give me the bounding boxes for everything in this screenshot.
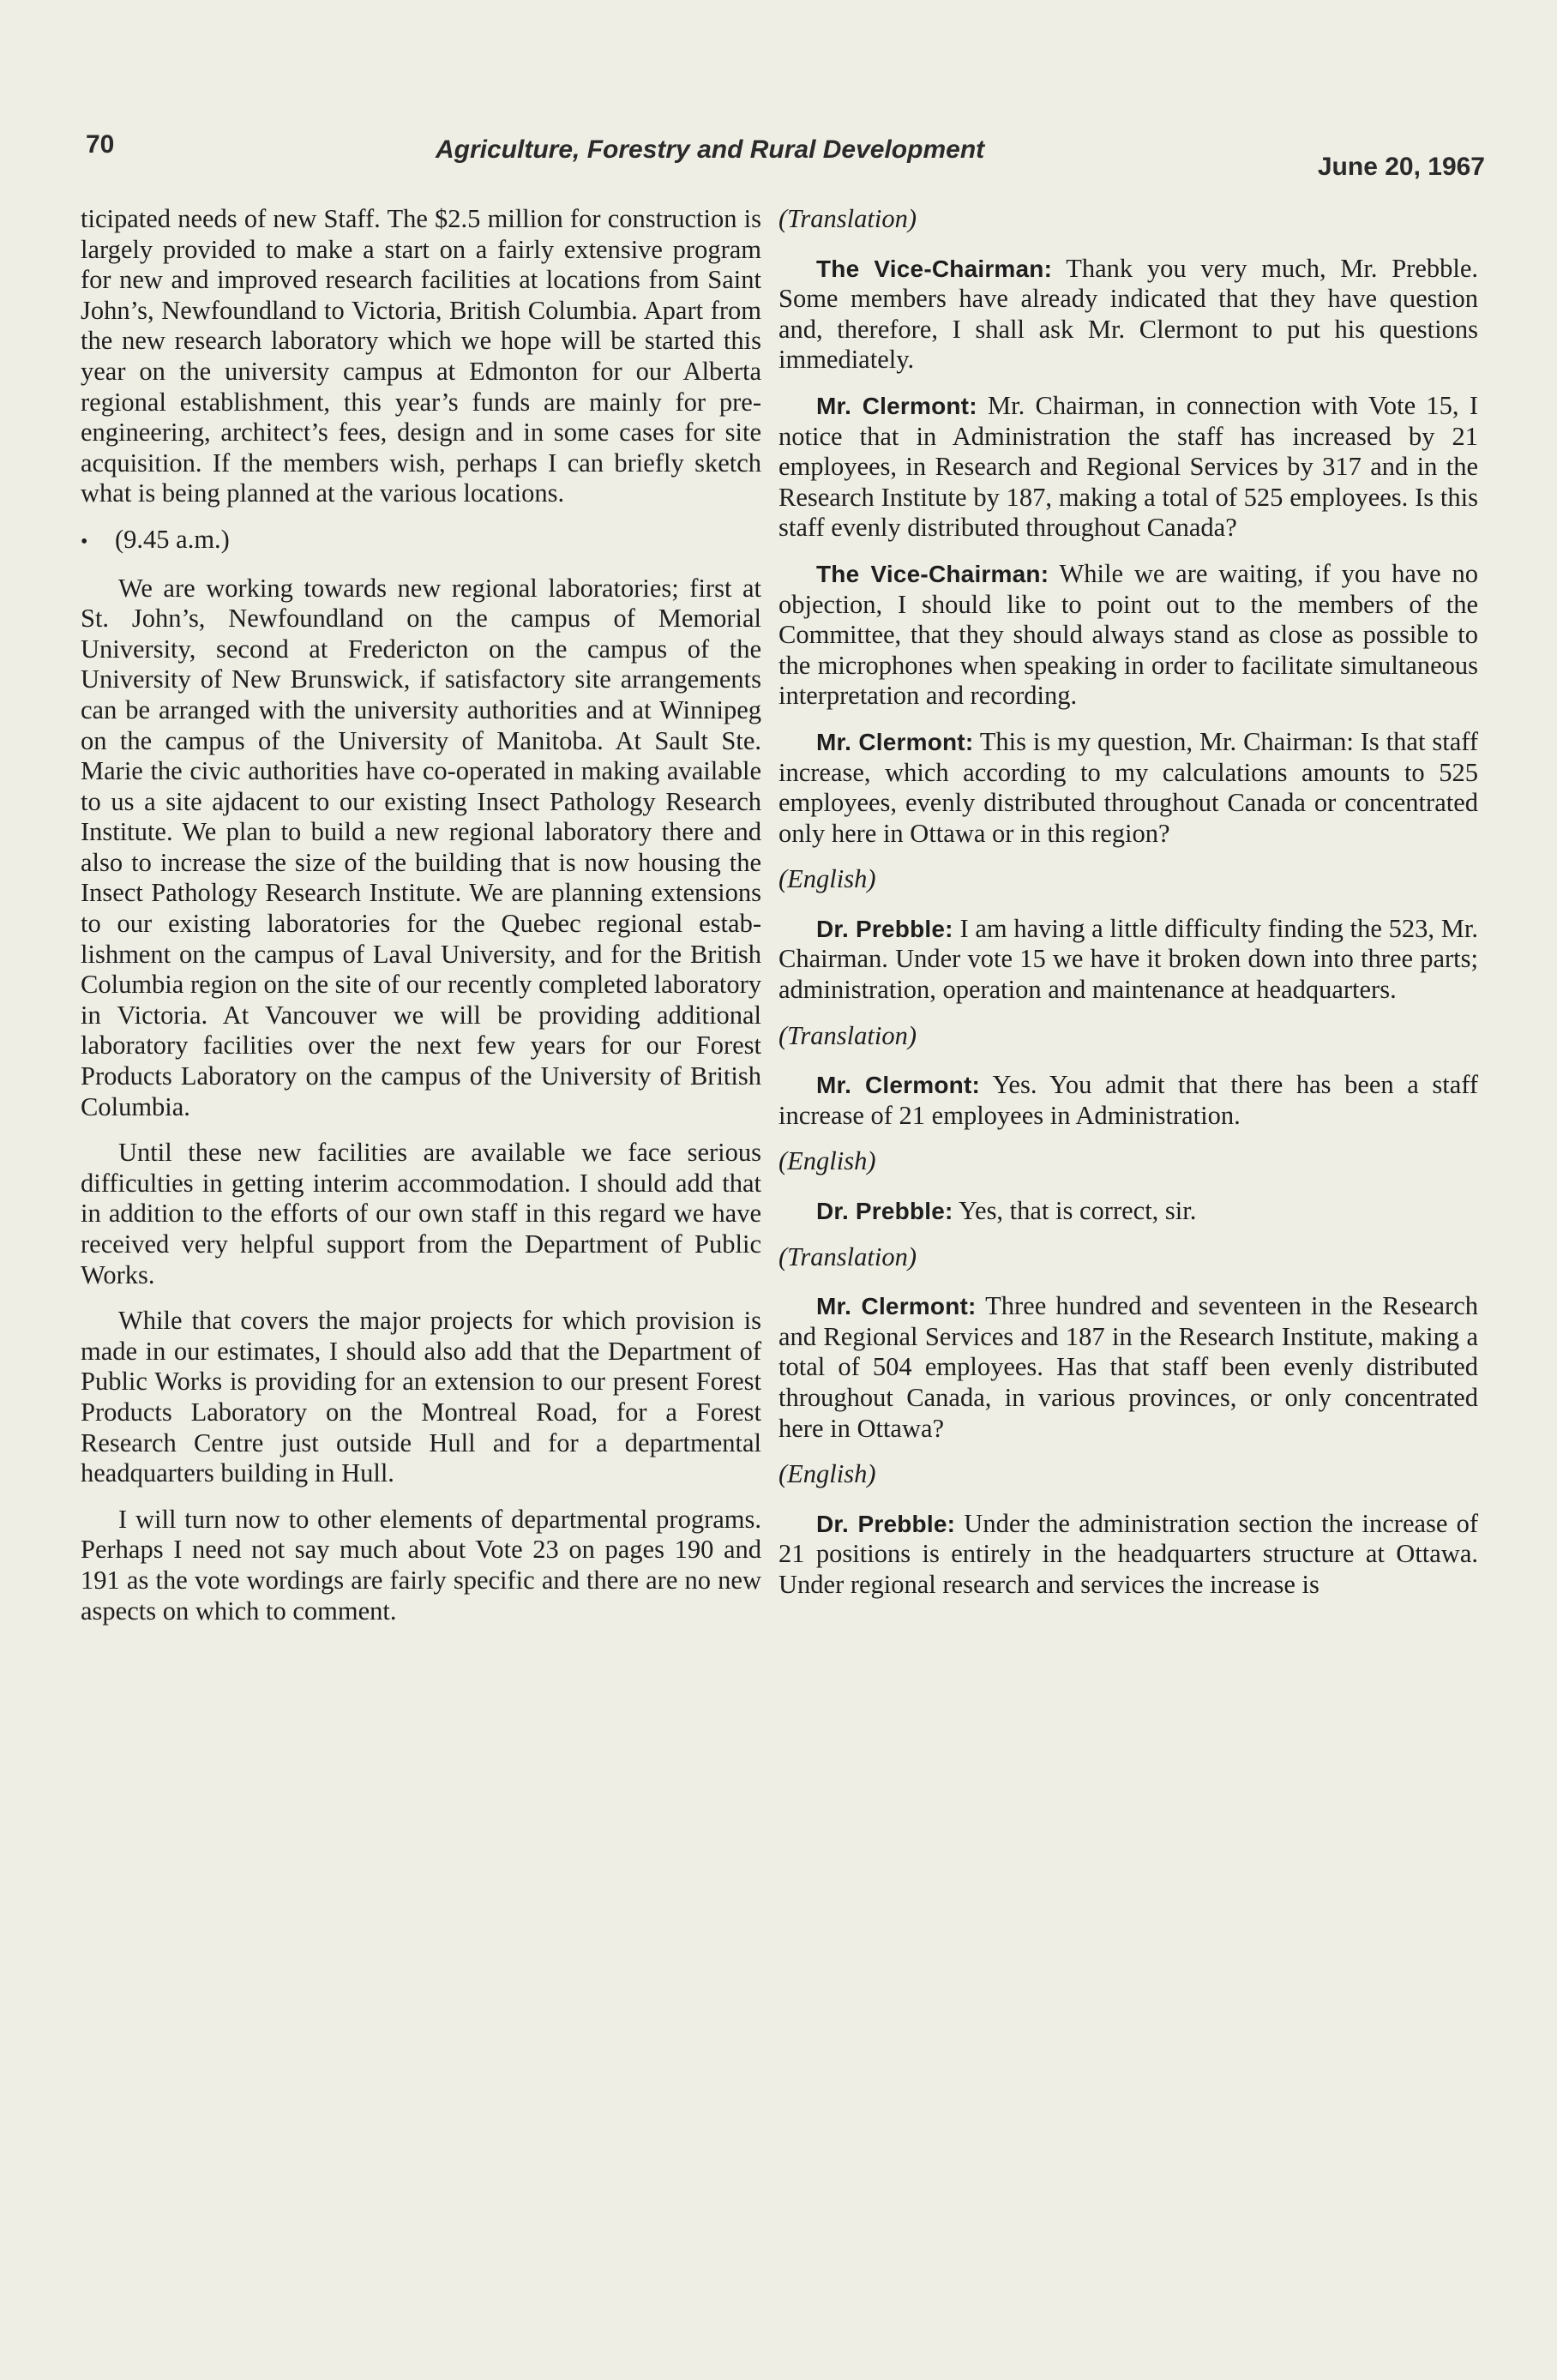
speech-text: Under the administration section the increase of 21 positions is entirely in the headquarters structure at Ottawa. Under regional research and services the increase is — [778, 1508, 1479, 1599]
language-marker: (English) — [778, 864, 876, 894]
speech-text: This is my question, Mr. Chairman: Is that staff increase, which according to my calculations amounts to 525 employees, evenly distributed throughout Canada or concentrated only here in Ottawa or in this region? — [778, 726, 1478, 848]
speech — [778, 727, 1478, 849]
speaker-name: Mr. Clermont: — [816, 1293, 977, 1320]
speech — [778, 254, 1478, 376]
speech-text: I am having a little difficulty finding the 523, Mr. Chairman. Under vote 15 we have it broken down into three parts; administration, operation and maintenance at headquarters. — [778, 913, 1478, 1005]
paragraph: We are working towards new regional laboratories; first at St. John’s, Newfoundland on the campus of Memorial University, second at Fredericton on the campus of the University of New Brunswick, if satisfactory site arrangements can be arranged with the university authorities and at Winnipeg on the campus of the University of Manitoba. At Sault Ste. Marie the civic authorities have co-operated in making available to us a site ajdacent to our existing Insect Pathology Research Institute. We plan to build a new regional laboratory there and also to increase the size of the building that is now housing the Insect Pathology Research Institute. We are planning extensions to our existing laboratories for the Quebec regional establishment on the campus of Laval University, and for the British Columbia region on the site of our recently completed laboratory in Victoria. At Vancouver we will be providing additional laboratory facilities over the next few years for our Forest Products Laboratory on the campus of the University of British Columbia. — [81, 573, 761, 1121]
language-marker: (English) — [778, 1146, 876, 1176]
language-marker: (Translation) — [778, 204, 917, 233]
speaker-name: Mr. Clermont: — [816, 392, 977, 419]
time-marker-text: (9.45 a.m.) — [115, 524, 230, 554]
paragraph: ticipated needs of new Staff. The $2.5 million for construction is largely provided to make a start on a fairly extensive program for new and improved research facilities at locations from Saint John’s, Newfoundland to Victoria, British Columbia. Apart from the new research laboratory which we hope will be started this year on the university campus at Edmonton for our Alberta regional establishment, this year’s funds are mainly for preengineering, architect’s fees, design and in some cases for site acquisition. If the members wish, perhaps I can briefly sketch what is being planned at the various locations. — [81, 204, 761, 508]
language-marker: (English) — [778, 1459, 876, 1489]
right-column — [778, 204, 1478, 1616]
language-marker: (Translation) — [778, 1020, 917, 1050]
language-marker: (Translation) — [778, 1241, 917, 1271]
speaker-name: The Vice-Chairman: — [816, 255, 1053, 282]
speech — [778, 1509, 1478, 1601]
issue-date: June 20, 1967 — [1317, 153, 1485, 181]
speaker-name: Mr. Clermont: — [816, 728, 974, 755]
speaker-name: Dr. Prebble: — [816, 915, 953, 942]
speech-text: While we are waiting, if you have no objection, I should like to point out to the members of the Committee, that they should always stand as close as possible to the microphones when speaking in order to facilitate simultaneous interpretation and recording. — [778, 558, 1478, 711]
speech-text: Three hundred and seventeen in the Research and Regional Services and 187 in the Research Institute, making a total of 504 employees. Has that staff been evenly distributed throughout Canada, in various provinces, or only concentrated here in Ottawa? — [778, 1291, 1478, 1443]
speech-text: Yes, that is correct, sir. — [953, 1196, 1197, 1226]
paragraph: While that covers the major projects for which provision is made in our estimates, I should also add that the Department of Public Works is providing for an extension to our present Forest Products Laboratory on the Montreal Road, for a Forest Research Centre just outside Hull and for a departmental headquarters building in Hull. — [81, 1306, 761, 1488]
speech — [778, 1070, 1478, 1131]
speech — [778, 1291, 1478, 1444]
bullet-icon: • — [81, 530, 88, 553]
speech — [778, 1196, 1478, 1227]
speech — [778, 914, 1478, 1006]
speaker-name: Dr. Prebble: — [816, 1198, 953, 1225]
speaker-name: Mr. Clermont: — [816, 1072, 981, 1099]
speech — [778, 559, 1478, 712]
speech-text: Thank you very much, Mr. Prebble. Some members have already indicated that they have question and, therefore, I shall ask Mr. Clermont to put his questions immediately. — [778, 253, 1478, 375]
speaker-name: The Vice-Chairman: — [816, 560, 1049, 587]
time-marker — [81, 525, 761, 558]
paragraph: I will turn now to other elements of departmental programs. Perhaps I need not say much about Vote 23 on pages 190 and 191 as the vote wordings are fairly specific and there are no new aspects on which to comment. — [81, 1504, 761, 1626]
page-header — [86, 130, 1485, 181]
speech — [778, 391, 1478, 544]
speech-text: Yes. You admit that there has been a staff increase of 21 employees in Administration. — [778, 1070, 1478, 1130]
page-number: 70 — [86, 130, 115, 159]
speaker-name: Dr. Prebble: — [816, 1510, 956, 1537]
left-column — [81, 204, 761, 1642]
journal-title: Agriculture, Forestry and Rural Development — [436, 135, 985, 164]
speech-text: Mr. Chairman, in connection with Vote 15, I notice that in Administration the staff has increased by 21 employees, in Research and Regional Services by 317 and in the Research Institute by 187, making a total of 525 employees. Is this staff evenly distributed throughout Canada? — [778, 390, 1478, 543]
paragraph: Until these new facilities are available we face serious difficulties in getting interim accommodation. I should add that in addition to the efforts of our own staff in this regard we have received very helpful support from the Department of Public Works. — [81, 1138, 761, 1289]
